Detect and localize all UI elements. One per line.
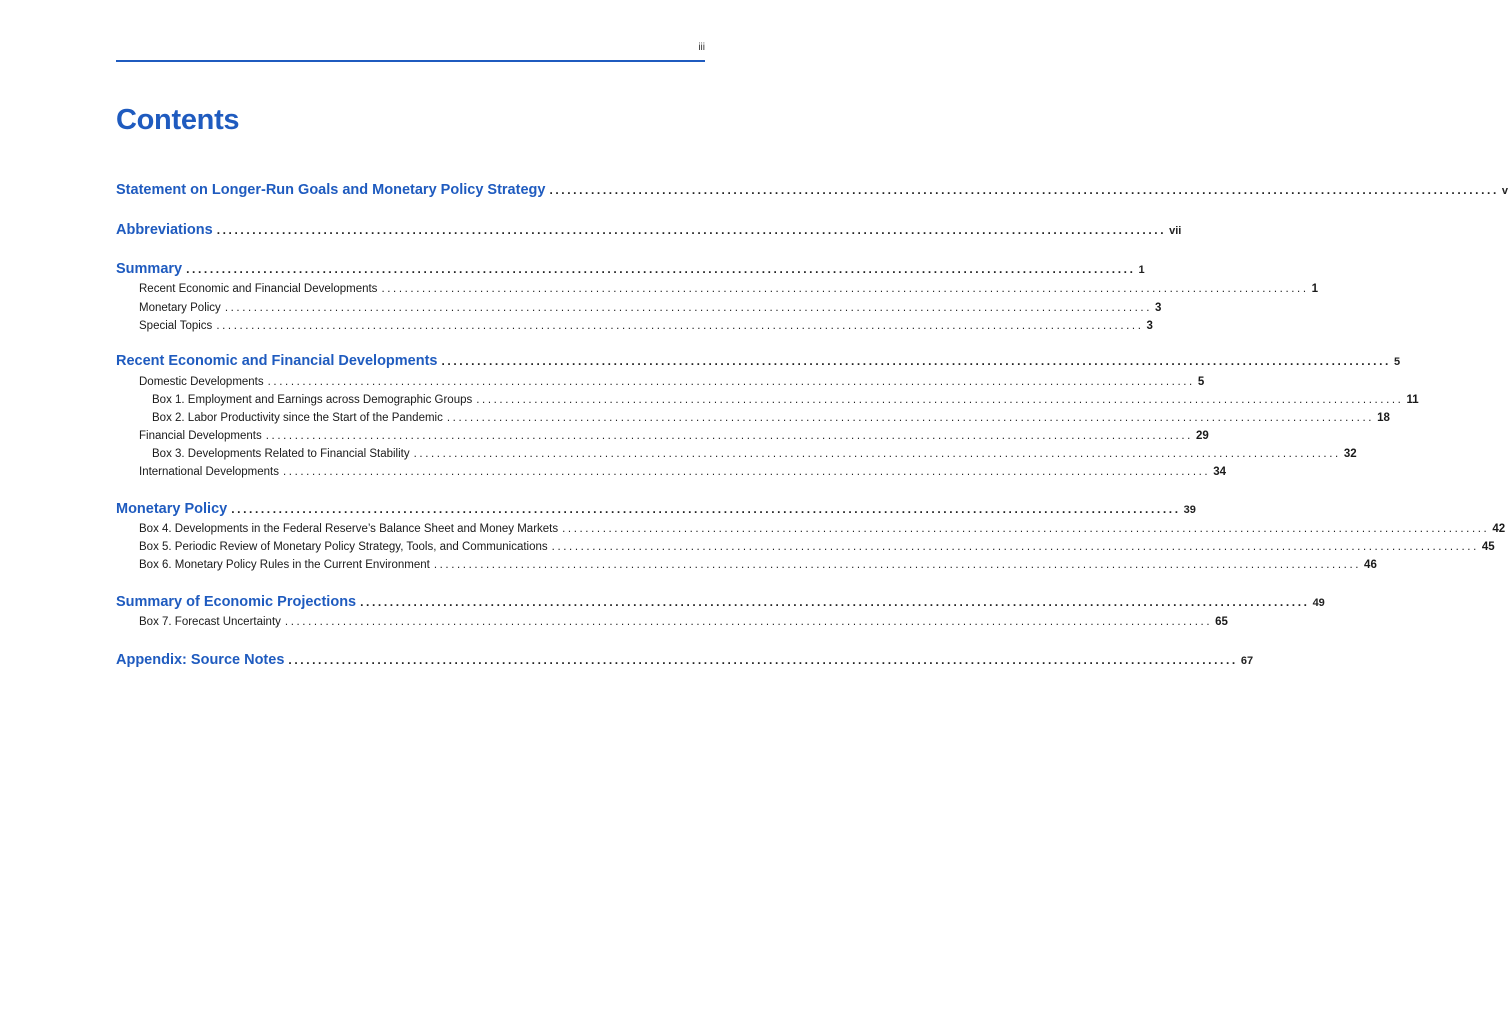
- toc-entry-domestic[interactable]: [139, 376, 1205, 388]
- toc-page: 3: [1155, 302, 1162, 314]
- toc-label: Box 1. Employment and Earnings across Demographic Groups: [152, 394, 473, 406]
- toc-label: Box 2. Labor Productivity since the Start of the Pandemic: [152, 412, 443, 424]
- dot-leader: ................................................................................................................................................................: [446, 412, 1375, 424]
- toc-page: 49: [1312, 597, 1325, 609]
- toc-entry-box6[interactable]: [139, 559, 1377, 571]
- toc-page: 32: [1343, 448, 1357, 460]
- dot-leader: ................................................................................................................................................................: [441, 354, 1391, 368]
- toc-page: 5: [1197, 376, 1205, 388]
- toc-page: 46: [1364, 559, 1377, 571]
- dot-leader: ................................................................................................................................................................: [562, 523, 1490, 535]
- toc-label: Recent Economic and Financial Developments: [139, 283, 378, 295]
- toc-page: 1: [1138, 264, 1145, 276]
- toc-page: 45: [1481, 541, 1495, 553]
- dot-leader: ................................................................................................................................................................: [551, 541, 1479, 553]
- dot-leader: ................................................................................................................................................................: [265, 430, 1193, 442]
- dot-leader: ................................................................................................................................................................: [186, 262, 1136, 276]
- toc-entry-box4[interactable]: [139, 523, 1506, 535]
- toc-label: Abbreviations: [116, 222, 213, 238]
- toc-entry-summary-recent[interactable]: [139, 283, 1319, 295]
- toc-entry-recent[interactable]: [116, 353, 1401, 369]
- dot-leader: ................................................................................................................................................................: [216, 223, 1167, 237]
- dot-leader: ................................................................................................................................................................: [267, 376, 1195, 388]
- toc-label: Summary of Economic Projections: [116, 594, 357, 610]
- dot-leader: ................................................................................................................................................................: [284, 616, 1213, 628]
- toc-label: Special Topics: [139, 320, 213, 332]
- toc-label: International Developments: [139, 466, 279, 478]
- toc-entry-statement[interactable]: [116, 182, 1508, 198]
- toc-page: 5: [1393, 356, 1401, 368]
- dot-leader: ................................................................................................................................................................: [549, 183, 1499, 197]
- dot-leader: ................................................................................................................................................................: [231, 502, 1181, 516]
- toc-label: Appendix: Source Notes: [116, 652, 285, 668]
- page-title: Contents: [116, 104, 240, 136]
- toc-page: 29: [1195, 430, 1209, 442]
- dot-leader: ................................................................................................................................................................: [288, 653, 1238, 667]
- toc-page: vii: [1169, 225, 1182, 237]
- page-number: iii: [698, 42, 705, 53]
- toc-label: Box 7. Forecast Uncertainty: [139, 616, 281, 628]
- toc-label: Financial Developments: [139, 430, 262, 442]
- dot-leader: ................................................................................................................................................................: [476, 394, 1404, 406]
- dot-leader: ................................................................................................................................................................: [433, 559, 1362, 571]
- toc-page: v: [1501, 185, 1508, 197]
- header-rule: [116, 60, 705, 62]
- toc-page: 39: [1183, 504, 1196, 516]
- toc-page: 65: [1215, 616, 1228, 628]
- toc-entry-abbreviations[interactable]: [116, 222, 1182, 238]
- toc-entry-monetary[interactable]: [116, 501, 1196, 517]
- toc-label: Monetary Policy: [116, 501, 228, 517]
- dot-leader: ................................................................................................................................................................: [360, 595, 1310, 609]
- toc-label: Domestic Developments: [139, 376, 264, 388]
- toc-entry-financial[interactable]: [139, 430, 1209, 442]
- toc-label: Box 6. Monetary Policy Rules in the Current Environment: [139, 559, 430, 571]
- toc-entry-sep[interactable]: [116, 594, 1325, 610]
- toc-label: Recent Economic and Financial Developments: [116, 353, 438, 369]
- toc-page: 11: [1406, 394, 1419, 406]
- toc-page: 34: [1213, 466, 1227, 478]
- dot-leader: ................................................................................................................................................................: [224, 302, 1153, 314]
- toc-page: 67: [1240, 655, 1254, 667]
- dot-leader: ................................................................................................................................................................: [283, 466, 1211, 478]
- toc-entry-box1[interactable]: [152, 394, 1419, 406]
- toc-page: 3: [1146, 320, 1153, 332]
- toc-entry-international[interactable]: [139, 466, 1227, 478]
- toc-label: Box 4. Developments in the Federal Reserve’s Balance Sheet and Money Markets: [139, 523, 559, 535]
- toc-entry-box5[interactable]: [139, 541, 1495, 553]
- toc-entry-appendix[interactable]: [116, 652, 1254, 668]
- toc-label: Box 3. Developments Related to Financial Stability: [152, 448, 410, 460]
- toc-entry-box3[interactable]: [152, 448, 1357, 460]
- toc-entry-summary-monetary[interactable]: [139, 302, 1162, 314]
- toc-label: Monetary Policy: [139, 302, 221, 314]
- toc-page: 18: [1377, 412, 1390, 424]
- dot-leader: ................................................................................................................................................................: [216, 320, 1144, 332]
- toc-entry-box2[interactable]: [152, 412, 1390, 424]
- toc-page: 42: [1492, 523, 1506, 535]
- toc-label: Summary: [116, 261, 183, 277]
- toc-label: Statement on Longer-Run Goals and Monetary Policy Strategy: [116, 182, 546, 198]
- toc-page: 1: [1311, 283, 1319, 295]
- dot-leader: ................................................................................................................................................................: [413, 448, 1341, 460]
- toc-label: Box 5. Periodic Review of Monetary Policy Strategy, Tools, and Communications: [139, 541, 548, 553]
- toc-entry-summary-special[interactable]: [139, 320, 1153, 332]
- toc-entry-box7[interactable]: [139, 616, 1228, 628]
- toc-entry-summary[interactable]: [116, 261, 1145, 277]
- dot-leader: ................................................................................................................................................................: [381, 283, 1309, 295]
